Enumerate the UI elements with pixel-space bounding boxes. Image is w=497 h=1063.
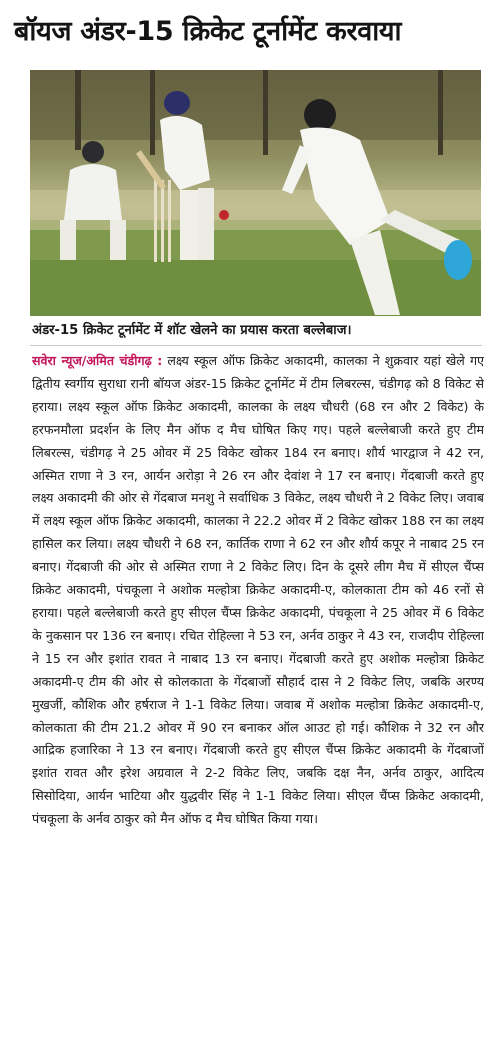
article-body — [32, 350, 484, 1056]
photo-caption: अंडर-15 क्रिकेट टूर्नामेंट में शॉट खेलने का प्रयास करता बल्लेबाज। — [32, 323, 352, 338]
caption-divider — [30, 345, 482, 346]
headline: बॉयज अंडर-15 क्रिकेट टूर्नामेंट करवाया — [14, 16, 402, 47]
article-body-text: लक्ष्य स्कूल ऑफ क्रिकेट अकादमी, कालका ने शुक्रवार यहां खेले गए द्वितीय स्वर्गीय सुराधा रानी बॉयज अंडर-15 क्रिकेट टूर्नामेंट में टीम लिबरल्स, चंडीगढ़ को 8 विकेट से हराया। लक्ष्य स्कूल ऑफ क्रिकेट अकादमी, कालका के लक्ष्य चौधरी (68 रन और 2 विकेट) के हरफनमौला प्रदर्शन के लिए मैन ऑफ द मैच घोषित किए गए। पहले बल्लेबाजी करते हुए टीम लिबरल्स, चंडीगढ़ ने 25 ओवर में 25 विकेट खोकर 184 रन बनाए। शौर्य भारद्वाज ने 42 रन, अस्मित राणा ने 3 रन, आर्यन अरोड़ा ने 26 रन और देवांश ने 17 रन बनाए। गेंदबाजी करते हुए लक्ष्य अकादमी की ओर से गेंदबाज मनशु ने सर्वाधिक 3 विकेट, लक्ष्य चौधरी ने 2 विकेट लिए। जवाब में लक्ष्य स्कूल ऑफ क्रिकेट अकादमी, कालका ने 22.2 ओवर में 2 विकेट खोकर 188 रन का लक्ष्य हासिल कर लिया। लक्ष्य चौधरी ने 68 रन, कार्तिक राणा ने 62 रन और शौर्य कपूर ने नाबाद 25 रन बनाए। गेंदबाजी की ओर से अस्मित राणा ने 2 विकेट लिए। दिन के दूसरे लीग मैच में सीएल चैंप्स क्रिकेट अकादमी, पंचकूला ने अशोक मल्होत्रा क्रिकेट अकादमी-ए, कोलकाता टीम को 46 रनों से हराया। पहले बल्लेबाजी करते हुए सीएल चैंप्स क्रिकेट अकादमी, पंचकूला ने 25 ओवर में 6 विकेट के नुकसान पर 136 रन बनाए। रचित रोहिल्ला ने 53 रन, अर्नव ठाकुर ने 43 रन, राजदीप रोहिल्ला ने 15 रन और इशांत रावत ने नाबाद 13 रन बनाए। गेंदबाजी करते हुए अशोक मल्होत्रा क्रिकेट अकादमी-ए टीम की ओर से कोलकाता के गेंदबाजों सौहार्द दास ने 2 विकेट लिए, जबकि अरण्य मुखर्जी, कौशिक और हर्षराज ने 1-1 विकेट लिया। जवाब में अशोक मल्होत्रा क्रिकेट अकादमी-ए, कोलकाता की टीम 21.2 ओवर में 90 रन बनाकर ऑल आउट हो गई। कौशिक ने 32 रन और आद्रिक हजारिका ने 13 रन बनाए। गेंदबाजी करते हुए सीएल चैंप्स क्रिकेट अकादमी के गेंदबाजों इशांत रावत और इरेश अग्रवाल ने 2-2 विकेट लिए, जबकि दक्ष नैन, अर्नव ठाकुर, आदित्य सिसोदिया, आर्यन भाटिया और युद्धवीर सिंह ने 1-1 विकेट लिया। सीएल चैंप्स क्रिकेट अकादमी, पंचकूला के अर्नव ठाकुर को मैन ऑफ द मैच घोषित किया गया। — [32, 353, 484, 827]
dateline: सवेरा न्यूज/अमित चंडीगढ़ : — [32, 353, 163, 368]
cricket-photo — [30, 70, 481, 316]
